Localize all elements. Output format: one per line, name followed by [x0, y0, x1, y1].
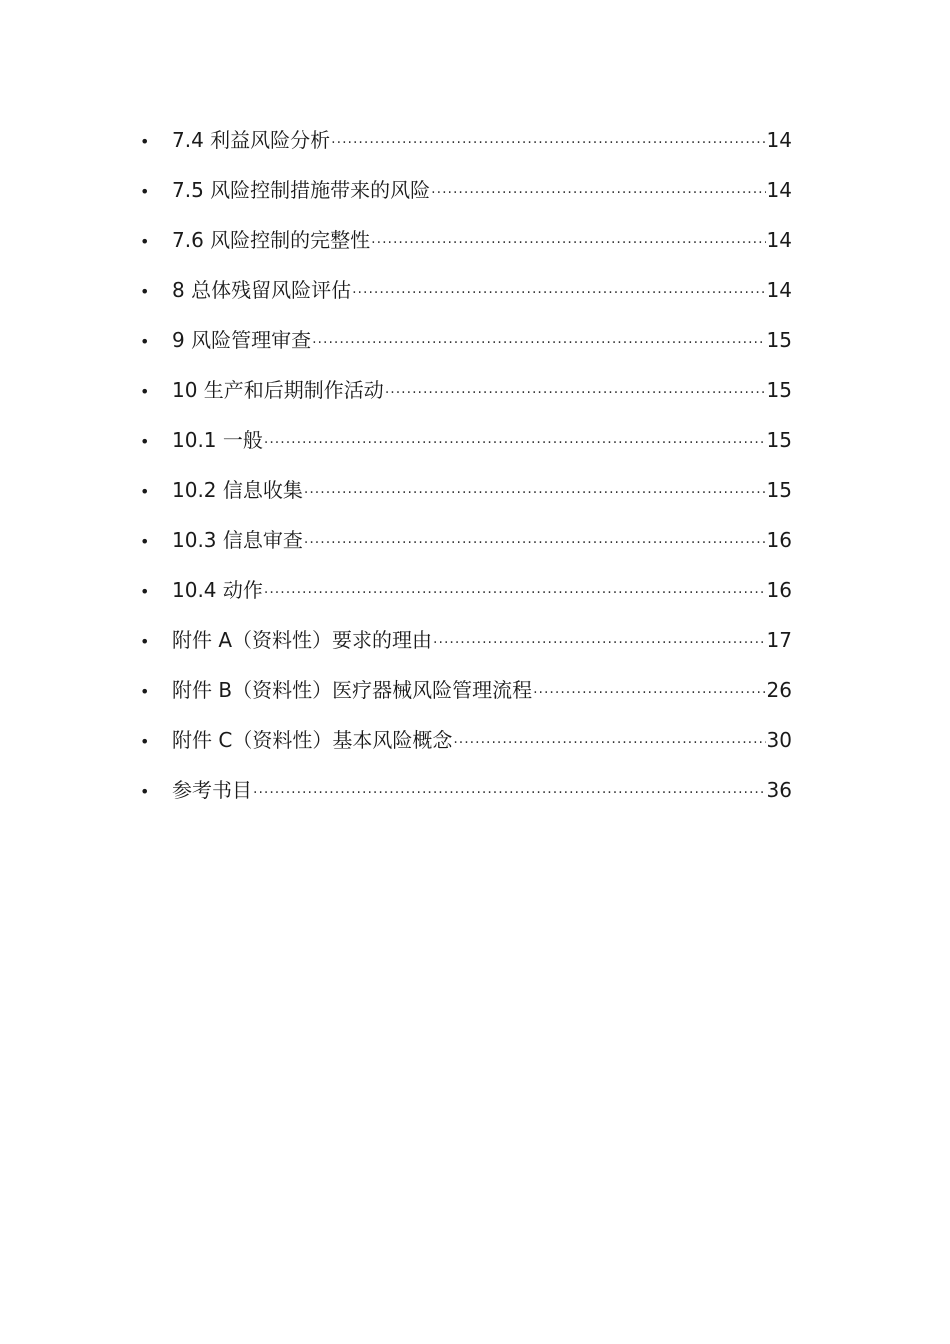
dot-leader: [533, 668, 765, 718]
toc-entry-page[interactable]: 14: [766, 228, 792, 252]
toc-entry-page[interactable]: 16: [766, 528, 792, 552]
dot-leader: [371, 218, 765, 268]
toc-entry-annex-a[interactable]: [140, 615, 792, 665]
dot-leader: [304, 468, 766, 518]
toc-entry-page[interactable]: 14: [766, 178, 792, 202]
toc-entry-title[interactable]: 10.3 信息审查: [172, 528, 303, 552]
toc-entry-title[interactable]: 10.4 动作: [172, 578, 263, 602]
bullet-icon: •: [140, 132, 150, 151]
bullet-icon: •: [140, 232, 150, 251]
toc-entry-bibliography[interactable]: [140, 765, 792, 815]
table-of-contents: [140, 115, 792, 815]
toc-entry-10-1[interactable]: [140, 415, 792, 465]
toc-entry-10-4[interactable]: [140, 565, 792, 615]
toc-entry-title[interactable]: 参考书目: [172, 778, 252, 802]
dot-leader: [453, 718, 765, 768]
toc-entry-7-6[interactable]: [140, 215, 792, 265]
toc-entry-page[interactable]: 14: [766, 128, 792, 152]
toc-entry-title[interactable]: 9 风险管理审查: [172, 328, 312, 352]
toc-entry-page[interactable]: 15: [766, 478, 792, 502]
dot-leader: [385, 368, 766, 418]
bullet-icon: •: [140, 482, 150, 501]
toc-entry-8[interactable]: [140, 265, 792, 315]
dot-leader: [304, 518, 766, 568]
toc-entry-title[interactable]: 附件 C（资料性）基本风险概念: [172, 728, 453, 752]
bullet-icon: •: [140, 382, 150, 401]
bullet-icon: •: [140, 682, 150, 701]
dot-leader: [264, 418, 766, 468]
toc-entry-title[interactable]: 8 总体残留风险评估: [172, 278, 352, 302]
bullet-icon: •: [140, 182, 150, 201]
dot-leader: [431, 168, 765, 218]
toc-entry-title[interactable]: 7.6 风险控制的完整性: [172, 228, 371, 252]
toc-entry-annex-b[interactable]: [140, 665, 792, 715]
dot-leader: [253, 768, 766, 818]
dot-leader: [352, 268, 765, 318]
toc-entry-10-3[interactable]: [140, 515, 792, 565]
toc-entry-title[interactable]: 7.4 利益风险分析: [172, 128, 331, 152]
toc-entry-page[interactable]: 15: [766, 378, 792, 402]
toc-entry-title[interactable]: 10.2 信息收集: [172, 478, 303, 502]
toc-entry-title[interactable]: 10.1 一般: [172, 428, 263, 452]
toc-entry-page[interactable]: 17: [766, 628, 792, 652]
toc-entry-page[interactable]: 36: [766, 778, 792, 802]
toc-entry-page[interactable]: 26: [766, 678, 792, 702]
toc-entry-page[interactable]: 15: [766, 428, 792, 452]
toc-entry-title[interactable]: 10 生产和后期制作活动: [172, 378, 384, 402]
toc-entry-page[interactable]: 15: [766, 328, 792, 352]
bullet-icon: •: [140, 532, 150, 551]
toc-entry-annex-c[interactable]: [140, 715, 792, 765]
bullet-icon: •: [140, 632, 150, 651]
toc-entry-title[interactable]: 附件 A（资料性）要求的理由: [172, 628, 433, 652]
toc-entry-page[interactable]: 30: [766, 728, 792, 752]
toc-entry-page[interactable]: 14: [766, 278, 792, 302]
toc-entry-10[interactable]: [140, 365, 792, 415]
bullet-icon: •: [140, 332, 150, 351]
toc-entry-9[interactable]: [140, 315, 792, 365]
dot-leader: [312, 318, 765, 368]
dot-leader: [433, 618, 766, 668]
toc-entry-title[interactable]: 附件 B（资料性）医疗器械风险管理流程: [172, 678, 533, 702]
dot-leader: [331, 118, 765, 168]
toc-entry-title[interactable]: 7.5 风险控制措施带来的风险: [172, 178, 431, 202]
toc-entry-page[interactable]: 16: [766, 578, 792, 602]
toc-entry-7-5[interactable]: [140, 165, 792, 215]
bullet-icon: •: [140, 432, 150, 451]
bullet-icon: •: [140, 582, 150, 601]
dot-leader: [264, 568, 766, 618]
bullet-icon: •: [140, 732, 150, 751]
toc-entry-7-4[interactable]: [140, 115, 792, 165]
toc-entry-10-2[interactable]: [140, 465, 792, 515]
bullet-icon: •: [140, 282, 150, 301]
bullet-icon: •: [140, 782, 150, 801]
